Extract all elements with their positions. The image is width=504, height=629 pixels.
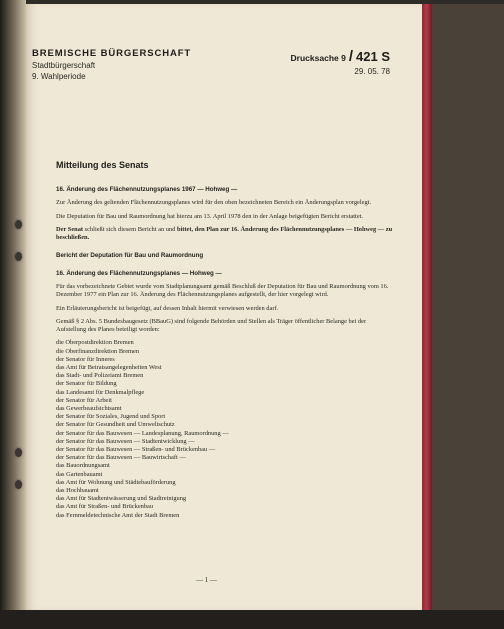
list-item: das Gartenbauamt [56,470,103,478]
paragraph: Gemäß § 2 Abs. 5 Bundesbaugesetz (BBauG) sind folgende Behörden und Stellen als Träger öffentlicher Belange bei der Aufstellung des Planes beteiligt worden: [56,318,367,333]
document-number: 421 S [356,49,390,64]
legislative-period: 9. Wahlperiode [32,72,86,81]
document-date: 29. 05. 78 [354,67,390,76]
paragraph-text: schließt sich diesem Bericht an und [83,226,177,234]
list-item: das Gewerbeaufsichtsamt [56,404,122,412]
paragraph: Die Deputation für Bau und Raumordnung hat hierzu am 13. April 1978 den in der Anlage beigefügten Bericht erstattet. [56,212,364,220]
document-label: Drucksache 9 [290,53,346,63]
punch-hole-icon [15,480,22,489]
list-item: das Hochbauamt [56,487,99,494]
binder-spine [422,4,432,610]
bold-text: bittet, den Plan zur 16. Änderung des Flächennutzungsplanes — Hohweg — zu beschließen. [56,226,393,241]
authority-list [56,339,396,519]
document-title: Mitteilung des Senats [56,160,149,170]
list-item: das Amt für Straßen- und Brückenbau [56,503,154,511]
list-item: die Oberfinanzdirektion Bremen [56,347,140,355]
list-item: das Amt für Stadtentwässerung und Stadtreinigung [56,495,187,503]
page-number: — 1 — [196,576,217,584]
subsection-heading: 16. Änderung des Flächennutzungsplanes — Hohweg — [56,270,222,278]
list-item: das Stadt- und Polizeiamt Bremen [56,372,144,380]
list-item: der Senator für Soziales, Jugend und Sport [56,413,166,421]
bottom-edge [0,610,504,629]
list-item: der Senator für das Bauwesen — Landesplanung, Raumordnung — [56,429,229,437]
list-item: das Bauordnungsamt [56,462,110,470]
paragraph: Zur Änderung des geltenden Flächennutzungsplanes wird für den oben bezeichneten Bereich ein Änderungsplan vorgelegt. [56,199,372,206]
paragraph-resolution [56,226,396,241]
list-item: der Senator für Gesundheit und Umweltschutz [56,421,175,429]
punch-hole-icon [15,448,22,457]
paragraph: Für das vorbezeichnete Gebiet wurde vom Stadtplanungsamt gemäß Beschluß der Deputation für Bau und Raumordnung vom 16. Dezember 1977 ein Plan zur 16. Änderung des Flächennutzungsplanes aufgestellt, der hier vorgelegt wird. [56,283,389,298]
list-item: der Senator für das Bauwesen — Straßen- und Brückenbau — [56,445,216,453]
issuer-block [32,48,191,81]
list-item: die Oberpostdirektion Bremen [56,339,134,347]
paragraph: Ein Erläuterungsbericht ist beigefügt, auf dessen Inhalt hiermit verwiesen werden darf. [56,304,279,312]
list-item: der Senator für Arbeit [56,396,112,404]
list-item: das Fernmeldetechnische Amt der Stadt Bremen [56,511,180,519]
punch-hole-icon [15,252,22,261]
list-item: der Senator für das Bauwesen — Stadtentwicklung — [56,437,195,445]
page-edge [432,4,504,610]
section-heading: Bericht der Deputation für Bau und Raumordnung [56,252,204,260]
issuer-name: BREMISCHE BÜRGERSCHAFT [32,48,192,59]
title-block [56,160,149,170]
list-item: der Senator für Inneres [56,355,115,363]
document-reference [240,48,390,76]
list-item: der Senator für das Bauwesen — Bauwirtschaft — [56,454,186,462]
list-item: das Amt für Wohnung und Städtebauförderung [56,478,176,486]
binding-edge [0,0,26,629]
document-body [56,186,396,520]
list-item: das Amt für Beiratsangelegenheiten West [56,363,162,371]
document-slash: / [348,48,354,65]
list-item: der Senator für Bildung [56,380,117,388]
punch-hole-icon [15,220,22,229]
list-item: das Landesamt für Denkmalpflege [56,388,145,396]
bold-text: Der Senat [56,226,84,234]
chamber-name: Stadtbürgerschaft [32,61,96,70]
section-heading: 16. Änderung des Flächennutzungsplanes 1967 — Hohweg — [56,186,238,193]
